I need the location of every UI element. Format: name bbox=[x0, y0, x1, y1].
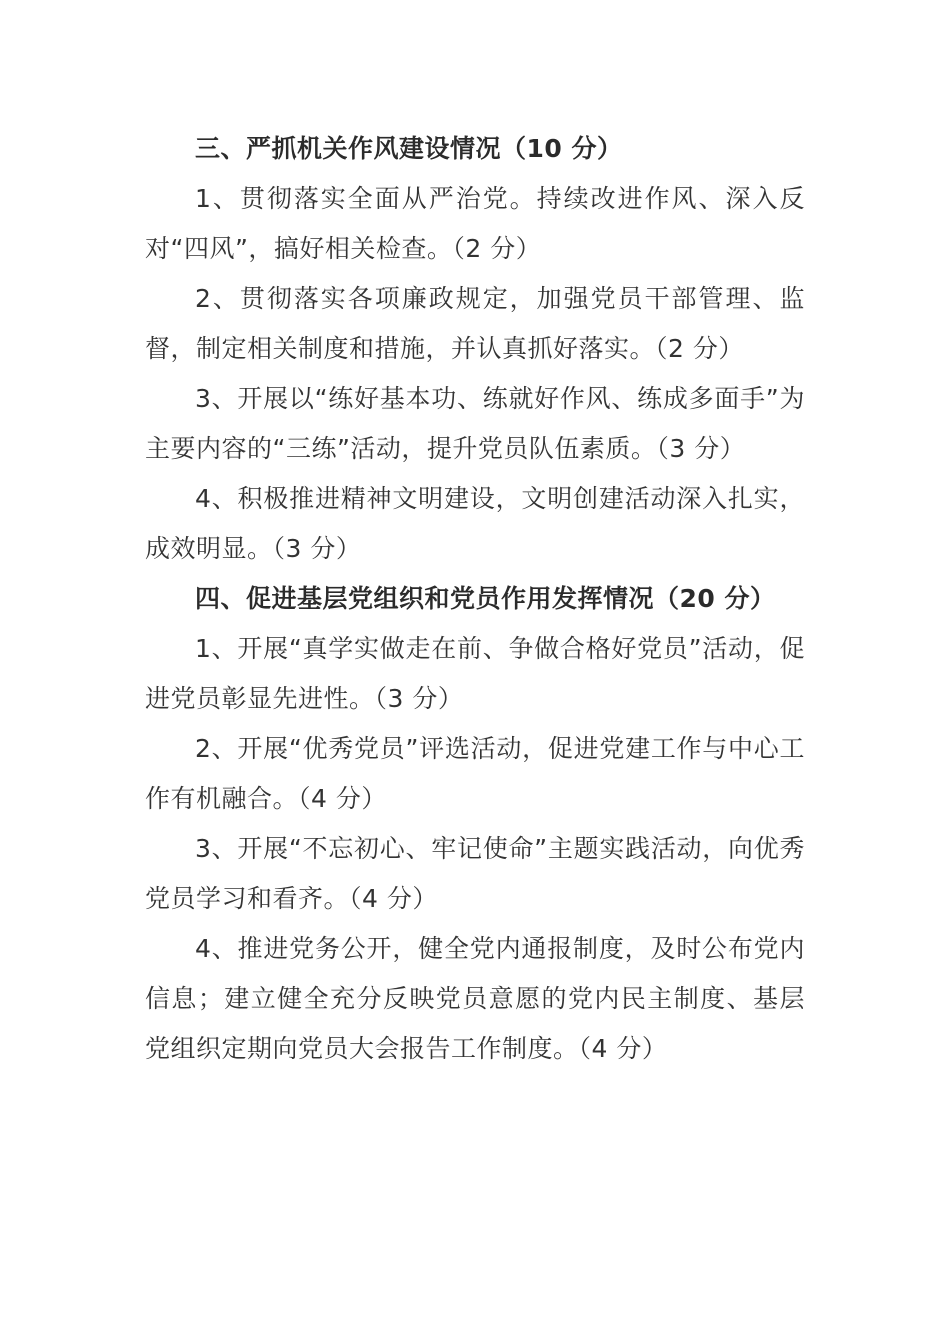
section-3-item-3: 3、开展以“练好基本功、练就好作风、练成多面手”为主要内容的“三练”活动，提升党员队伍素质。（3 分） bbox=[145, 384, 805, 463]
section-4-item-2: 2、开展“优秀党员”评选活动，促进党建工作与中心工作有机融合。（4 分） bbox=[145, 734, 805, 813]
section-3-item-1: 1、贯彻落实全面从严治党。持续改进作风、深入反对“四风”，搞好相关检查。（2 分） bbox=[145, 184, 805, 263]
section-4-item-3: 3、开展“不忘初心、牢记使命”主题实践活动，向优秀党员学习和看齐。（4 分） bbox=[145, 834, 805, 913]
section-heading-3: 三、严抓机关作风建设情况（10 分） bbox=[195, 134, 623, 163]
section-4-item-1: 1、开展“真学实做走在前、争做合格好党员”活动，促进党员彰显先进性。（3 分） bbox=[145, 634, 805, 713]
section-heading-4: 四、促进基层党组织和党员作用发挥情况（20 分） bbox=[195, 584, 776, 613]
section-3-item-4: 4、积极推进精神文明建设，文明创建活动深入扎实，成效明显。（3 分） bbox=[145, 484, 805, 563]
section-4-item-4: 4、推进党务公开，健全党内通报制度，及时公布党内信息；建立健全充分反映党员意愿的党内民主制度、基层党组织定期向党员大会报告工作制度。（4 分） bbox=[145, 934, 805, 1063]
document-page bbox=[145, 124, 805, 1074]
section-3-item-2: 2、贯彻落实各项廉政规定，加强党员干部管理、监督，制定相关制度和措施，并认真抓好落实。（2 分） bbox=[145, 284, 805, 363]
